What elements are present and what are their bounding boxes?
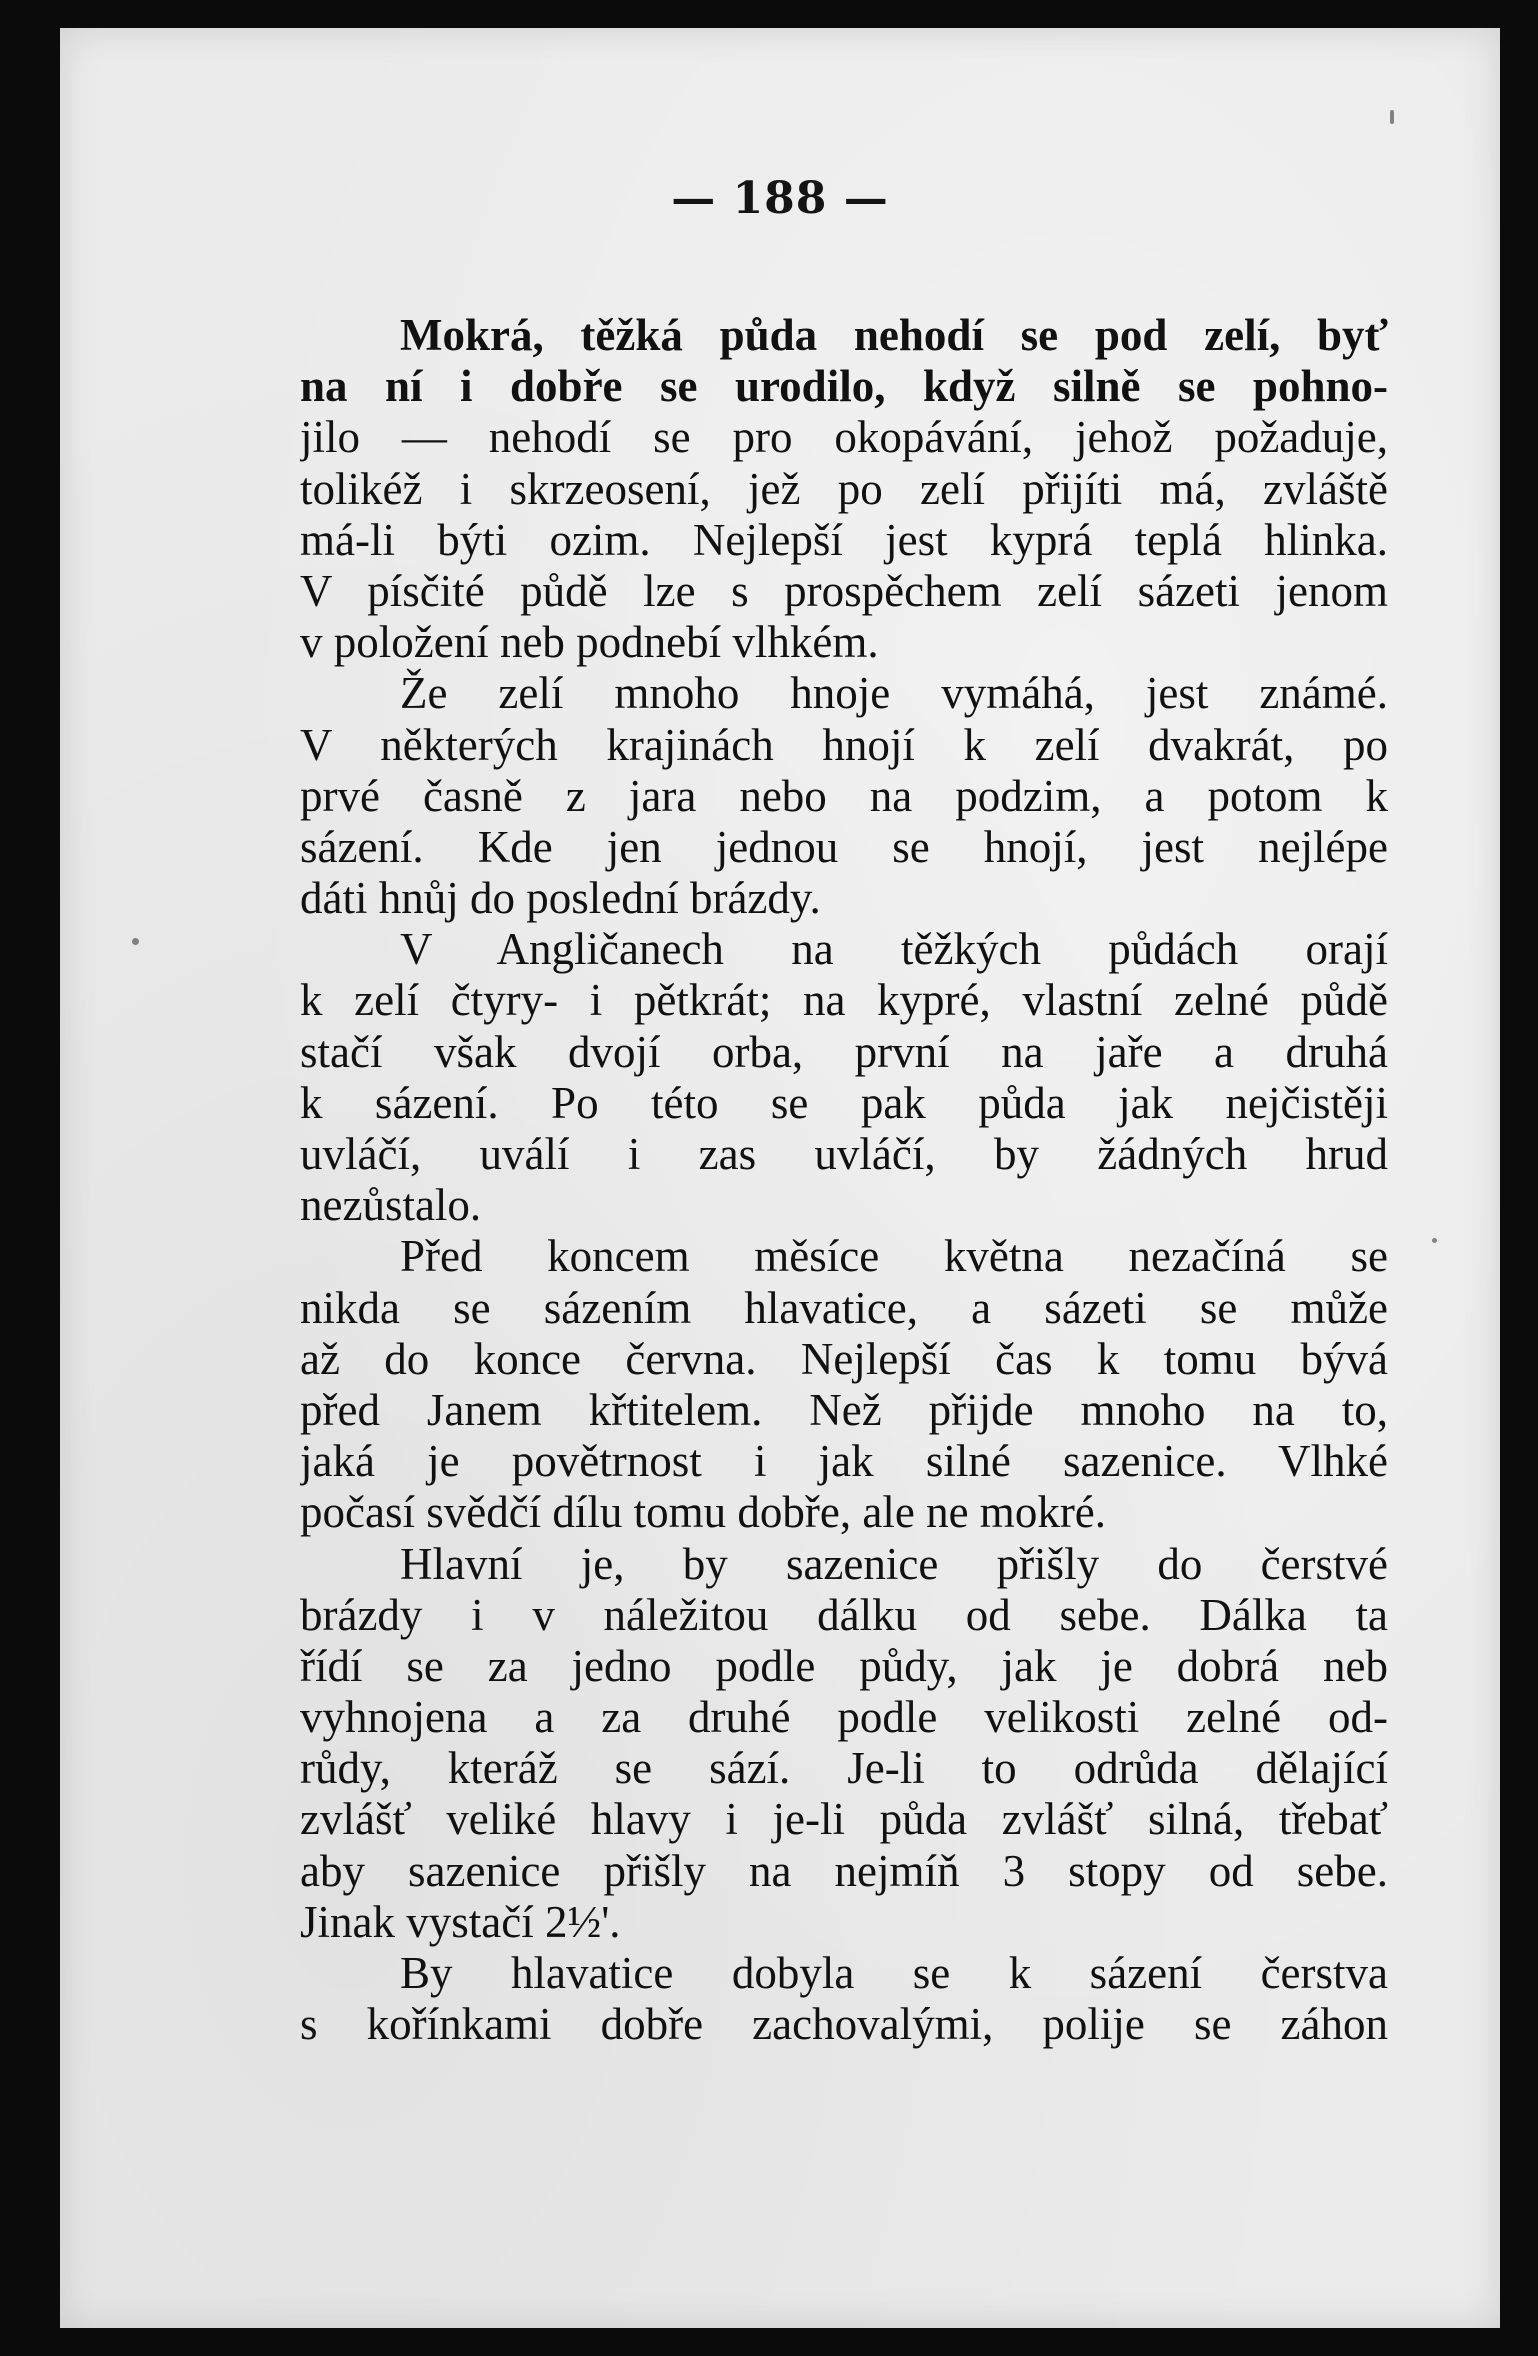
text-line-31: aby sazenice přišly na nejmíň 3 stopy od sebe. — [300, 1845, 1388, 1896]
text-line-29: růdy, kteráž se sází. Je-li to odrůda dělající — [300, 1743, 1388, 1794]
text-line-28: vyhnojena a za druhé podle velikosti zelné od- — [300, 1692, 1388, 1743]
text-line-2: na ní i dobře se urodilo, když silně se pohno- — [300, 361, 1388, 412]
text-line-9: V některých krajinách hnojí k zelí dvakrát, po — [300, 719, 1388, 770]
text-line-14: k zelí čtyry- i pětkrát; na kypré, vlastní zelné půdě — [300, 975, 1388, 1026]
text-line-11: sázení. Kde jen jednou se hnojí, jest nejlépe — [300, 821, 1388, 872]
text-line-6: V písčité půdě lze s prospěchem zelí sázeti jenom — [300, 565, 1388, 616]
text-line-13: V Angličanech na těžkých půdách orají — [400, 924, 1388, 975]
text-line-18: nezůstalo. — [300, 1180, 482, 1231]
text-line-22: před Janem křtitelem. Než přijde mnoho na to, — [300, 1384, 1388, 1435]
text-line-27: řídí se za jedno podle půdy, jak je dobrá neb — [300, 1640, 1388, 1691]
scan-speck — [1390, 110, 1394, 124]
text-line-20: nikda se sázením hlavatice, a sázeti se může — [300, 1282, 1388, 1333]
text-line-17: uvláčí, uválí i zas uvláčí, by žádných hrud — [300, 1129, 1388, 1179]
scan-speck — [132, 938, 139, 945]
text-line-10: prvé časně z jara nebo na podzim, a potom k — [300, 770, 1388, 821]
text-line-16: k sázení. Po této se pak půda jak nejčistěji — [300, 1077, 1388, 1128]
text-line-26: brázdy i v náležitou dálku od sebe. Dálka ta — [300, 1589, 1388, 1640]
text-line-19: Před koncem měsíce května nezačíná se — [400, 1231, 1388, 1282]
text-line-1: Mokrá, těžká půda nehodí se pod zelí, byť — [400, 310, 1388, 360]
text-line-25: Hlavní je, by sazenice přišly do čerstvé — [400, 1538, 1388, 1589]
text-line-21: až do konce června. Nejlepší čas k tomu bývá — [300, 1333, 1388, 1384]
text-line-12: dáti hnůj do poslední brázdy. — [300, 873, 821, 924]
text-line-15: stačí však dvojí orba, první na jaře a druhá — [300, 1026, 1388, 1077]
text-line-8: Že zelí mnoho hnoje vymáhá, jest známé. — [400, 668, 1388, 719]
body-text — [300, 310, 1388, 2050]
text-line-23: jaká je povětrnost i jak silné sazenice. Vlhké — [300, 1436, 1388, 1487]
text-line-24: počasí svědčí dílu tomu dobře, ale ne mokré. — [300, 1487, 1107, 1538]
text-line-32: Jinak vystačí 2½'. — [300, 1896, 621, 1947]
text-line-3: jilo — nehodí se pro okopávání, jehož požaduje, — [300, 412, 1388, 463]
text-line-30: zvlášť veliké hlavy i je-li půda zvlášť silná, třebať — [300, 1794, 1388, 1845]
text-line-33: By hlavatice dobyla se k sázení čerstva — [400, 1948, 1388, 1998]
scan-speck — [1432, 1238, 1437, 1243]
page-number: — 188 — — [671, 173, 889, 224]
text-line-4: tolikéž i skrzeosení, jež po zelí přijíti má, zvláště — [300, 463, 1388, 514]
text-line-7: v položení neb podnebí vlhkém. — [300, 617, 879, 668]
book-page — [60, 28, 1500, 2328]
text-line-5: má-li býti ozim. Nejlepší jest kyprá teplá hlinka. — [300, 514, 1388, 565]
text-line-34: s kořínkami dobře zachovalými, polije se záhon — [300, 1999, 1388, 2050]
